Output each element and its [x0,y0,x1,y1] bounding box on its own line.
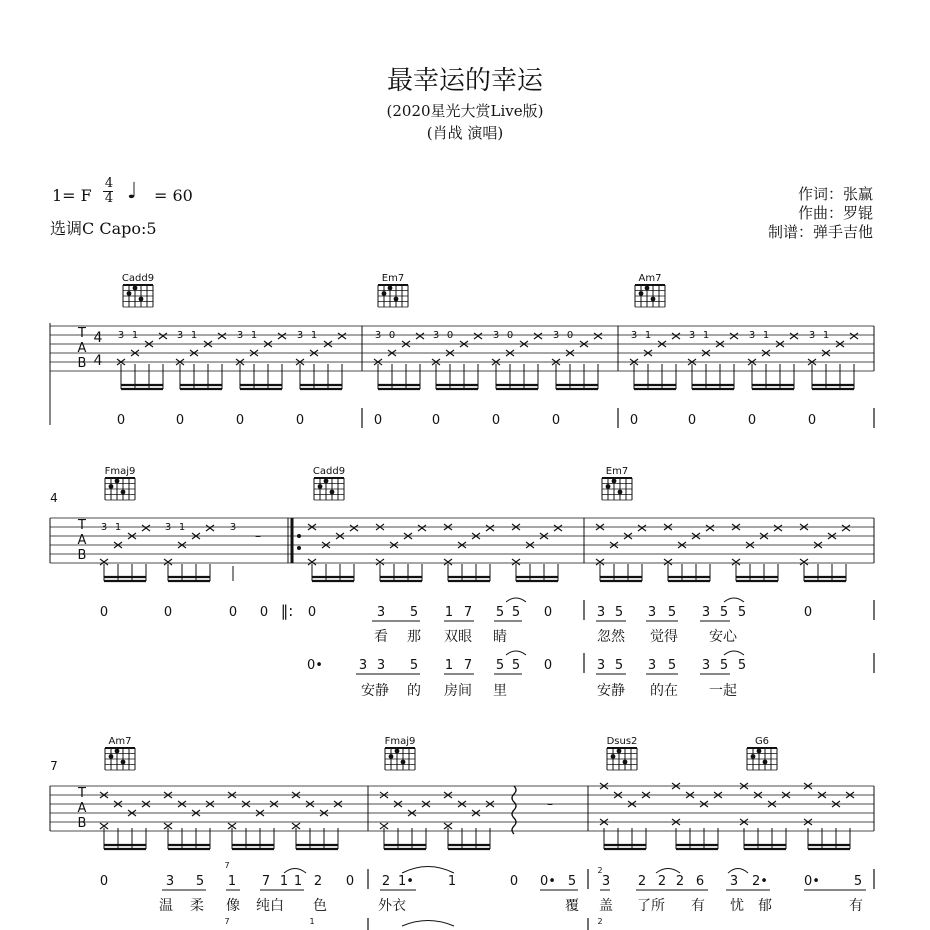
tab-clef-t: T [78,518,86,533]
tab-fret-number: 3 [432,330,440,341]
tab-fret-number: 3 [552,330,560,341]
numbered-note: 3 [358,658,368,673]
chord-dot [617,749,622,754]
numbered-note: 0• [804,874,820,889]
time-signature-top: 4 [104,176,114,191]
tab-clef-a: A [77,341,87,356]
lyric-syllable: 里 [493,683,507,699]
chord-dot [388,286,393,291]
tab-fret-number: 1 [131,330,139,341]
numbered-note: 5 [409,658,419,673]
lyric-syllable: 安静 [597,683,625,699]
repeat-dot [297,534,301,538]
tab-fret-number: 1 [190,330,198,341]
tab-clef-b: B [77,816,87,831]
tab-rest: – [547,797,553,811]
tab-x-note [474,333,482,339]
lyric-syllable: 房间 [444,683,472,699]
chord-name: Cadd9 [121,273,155,284]
tab-fret-number: 3 [630,330,638,341]
tab-fret-number: 3 [100,522,108,533]
numbered-note: 7 [463,605,473,620]
tab-fret-number: 3 [374,330,382,341]
lyric-syllable: 了所 [637,898,665,914]
numbered-note: 1 [293,874,303,889]
tab-x-note [416,333,424,339]
tab-x-note [218,333,226,339]
numbered-note: 5 [614,658,624,673]
tab-clef-a: A [77,533,87,548]
tie-arc [656,869,680,874]
tab-clef-a: A [77,801,87,816]
numbered-note: 0 [491,413,501,428]
chord-dot [651,297,656,302]
tab-fret-number: 1 [644,330,652,341]
numbered-note: 3 [701,605,711,620]
tab-fret-number: 3 [229,522,237,533]
numbered-note: 5 [667,658,677,673]
song-subtitle: (2020星光大赏Live版) [386,102,544,120]
tempo-value: = 60 [154,186,193,205]
tab-fret-number: 3 [748,330,756,341]
numbered-note: 1 [447,874,457,889]
lyric-syllable: 看 [374,629,388,645]
chord-name: Em7 [381,273,405,284]
repeat-dot [297,546,301,550]
tab-fret-number: 1 [250,330,258,341]
numbered-note: 2• [752,874,768,889]
tab-x-note [774,525,782,531]
tie-arc [402,921,454,927]
numbered-note: 0 [629,413,639,428]
numbered-note: 5 [614,605,624,620]
numbered-note: 2 [381,874,391,889]
numbered-note: 5 [737,658,747,673]
numbered-note: 0• [307,658,323,673]
lyric-syllable: 郁 [758,898,772,914]
chord-dot [109,754,114,759]
chord-dot [757,749,762,754]
numbered-note: 5 [567,874,577,889]
chord-dot [121,760,126,765]
numbered-note: 0 [807,413,817,428]
tab-fret-number: 3 [688,330,696,341]
tab-x-note [554,525,562,531]
numbered-note: 0 [747,413,757,428]
numbered-note: 1• [398,874,414,889]
chord-dot [394,297,399,302]
chord-dot [401,760,406,765]
lyric-syllable: 盖 [599,898,613,914]
chord-dot [612,479,617,484]
chord-name: Fmaj9 [384,736,416,747]
numbered-note: 5 [719,605,729,620]
numbered-note: 0 [373,413,383,428]
numbered-note: 3 [647,658,657,673]
tab-x-note [350,525,358,531]
numbered-note: 2 [675,874,685,889]
tab-fret-number: 1 [114,522,122,533]
numbered-note: 0 [345,874,355,889]
numbered-note: 0 [551,413,561,428]
tab-fret-number: 1 [702,330,710,341]
numbered-note: 0 [509,874,519,889]
tab-fret-number: 3 [164,522,172,533]
grace-note: 1 [309,917,315,926]
numbered-note: 2 [637,874,647,889]
performer-line: (肖战 演唱) [426,124,504,142]
chord-dot [127,291,132,296]
chord-dot [382,291,387,296]
lyric-syllable: 安心 [709,629,737,645]
numbered-note: 5 [495,605,505,620]
lyric-syllable: 一起 [709,683,737,699]
tab-x-note [338,333,346,339]
tab-fret-number: 3 [296,330,304,341]
key-signature: 1= F [52,186,92,205]
numbered-note: 0 [116,413,126,428]
tab-x-note [142,525,150,531]
numbered-note: 5 [195,874,205,889]
lyric-syllable: 柔 [190,898,204,914]
numbered-note: 0 [235,413,245,428]
numbered-note: 3 [376,658,386,673]
chord-dot [318,484,323,489]
chord-dot [330,490,335,495]
numbered-note: 0 [99,874,109,889]
grace-note: 2 [597,917,603,926]
tie-arc [724,598,744,602]
tie-arc [506,651,526,655]
chord-name: Am7 [638,273,662,284]
numbered-note: 1 [279,874,289,889]
tab-x-note [159,333,167,339]
tab-fret-number: 3 [236,330,244,341]
arpeggio-wave [512,786,516,834]
lyric-syllable: 外衣 [378,898,406,914]
tab-x-note [486,525,494,531]
tab-clef-b: B [77,356,87,371]
lyric-syllable: 色 [313,898,327,914]
numbered-note: 0 [431,413,441,428]
lyric-syllable: 有 [691,898,705,914]
tab-fret-number: 0 [566,330,574,341]
tab-fret-number: 3 [492,330,500,341]
composer-credit: 作曲：罗锟 [797,204,873,222]
tie-arc [402,867,454,874]
numbered-note: 5 [511,605,521,620]
lyric-syllable: 有 [849,898,863,914]
song-title: 最幸运的幸运 [386,66,543,96]
numbered-note: 0 [543,605,553,620]
numbered-note: 1 [444,605,454,620]
chord-dot [389,754,394,759]
measure-number: 4 [50,491,58,505]
tab-time-top: 4 [93,330,103,346]
chord-dot [639,291,644,296]
grace-note: 7 [224,917,230,926]
tab-fret-number: 3 [176,330,184,341]
lyric-syllable: 忧 [730,898,744,914]
tab-clef-b: B [77,548,87,563]
tab-x-note [418,525,426,531]
tab-fret-number: 3 [117,330,125,341]
numbered-note: 0 [175,413,185,428]
chord-dot [618,490,623,495]
tab-clef-t: T [78,326,86,341]
tab-fret-number: 1 [822,330,830,341]
numbered-note: 3 [701,658,711,673]
tab-x-note [790,333,798,339]
numbered-note: 1 [227,874,237,889]
lyricist-credit: 作词：张赢 [797,185,873,203]
lyric-syllable: 安静 [361,683,389,699]
chord-dot [324,479,329,484]
tab-fret-number: 3 [808,330,816,341]
numbered-note: 2 [657,874,667,889]
numbered-note: 5 [853,874,863,889]
numbered-note: 5 [495,658,505,673]
transcriber-credit: 制谱：弹手吉他 [767,223,873,241]
tab-rest: – [255,529,261,543]
chord-dot [139,297,144,302]
lyric-syllable: 的 [407,683,421,699]
tie-arc [728,869,748,874]
chord-name: Fmaj9 [104,466,136,477]
lyric-syllable: 覆 [565,898,579,914]
numbered-note: 3 [729,874,739,889]
tie-arc [284,869,306,874]
lyric-syllable: 那 [407,629,421,645]
numbered-note: 3 [647,605,657,620]
chord-dot [606,484,611,489]
tab-x-note [730,333,738,339]
chord-dot [133,286,138,291]
chord-name: Dsus2 [606,736,638,747]
numbered-note: 0• [540,874,556,889]
chord-dot [645,286,650,291]
chord-name: Cadd9 [312,466,346,477]
numbered-note: 0 [295,413,305,428]
numbered-note: 5 [511,658,521,673]
numbered-note: 2 [313,874,323,889]
numbered-note: 7 [463,658,473,673]
chord-dot [611,754,616,759]
chord-dot [763,760,768,765]
numbered-note: 0 [543,658,553,673]
lyric-syllable: 双眼 [444,629,472,645]
numbered-note: 0 [803,605,813,620]
tab-x-note [706,525,714,531]
numbered-note: 3 [596,605,606,620]
tie-arc [506,598,526,602]
grace-note: 2 [597,866,603,875]
chord-name: Am7 [108,736,132,747]
tab-x-note [850,333,858,339]
tie-arc [724,651,744,655]
numbered-note: 0 [687,413,697,428]
numbered-note: 0 [228,605,238,620]
numbered-note: 0 [99,605,109,620]
tab-x-note [594,333,602,339]
chord-dot [115,749,120,754]
numbered-note: 3 [376,605,386,620]
numbered-note: 1 [444,658,454,673]
capo-info: 选调C Capo:5 [50,219,157,238]
lyric-syllable: 像 [226,898,240,914]
tab-x-note [534,333,542,339]
chord-dot [623,760,628,765]
tab-x-note [842,525,850,531]
quarter-note-icon: ♩ [127,179,138,204]
numbered-note: 3 [165,874,175,889]
chord-dot [121,490,126,495]
measure-number: 7 [50,759,58,773]
lyric-syllable: 觉得 [650,629,678,645]
tab-x-note [278,333,286,339]
numbered-note: 0 [163,605,173,620]
lyric-syllable: 纯白 [256,898,284,914]
time-signature-bottom: 4 [104,191,114,206]
tab-fret-number: 0 [446,330,454,341]
tab-x-note [672,333,680,339]
numbered-note: 5 [667,605,677,620]
chord-dot [109,484,114,489]
chord-name: Em7 [605,466,629,477]
numbered-note: 0 [307,605,317,620]
numbered-note: 3 [601,874,611,889]
lyric-syllable: 的在 [650,683,678,699]
numbered-note: 5 [737,605,747,620]
tab-fret-number: 1 [310,330,318,341]
chord-name: G6 [754,736,770,747]
tab-x-note [206,525,214,531]
numbered-note: 5 [719,658,729,673]
numbered-note: 3 [596,658,606,673]
lyric-syllable: 睛 [493,629,507,645]
repeat-start-sign: ‖: [280,602,294,620]
tab-clef-t: T [78,786,86,801]
tab-x-note [638,525,646,531]
lyric-syllable: 忽然 [597,629,625,645]
tab-fret-number: 1 [178,522,186,533]
numbered-note: 7 [261,874,271,889]
lyric-syllable: 温 [159,898,173,914]
tab-fret-number: 0 [506,330,514,341]
chord-dot [395,749,400,754]
tab-time-bottom: 4 [93,353,103,369]
tab-fret-number: 0 [388,330,396,341]
numbered-note: 5 [409,605,419,620]
chord-dot [115,479,120,484]
chord-dot [751,754,756,759]
numbered-note: 6 [695,874,705,889]
tab-fret-number: 1 [762,330,770,341]
grace-note: 7 [224,861,230,870]
numbered-note: 0 [259,605,269,620]
